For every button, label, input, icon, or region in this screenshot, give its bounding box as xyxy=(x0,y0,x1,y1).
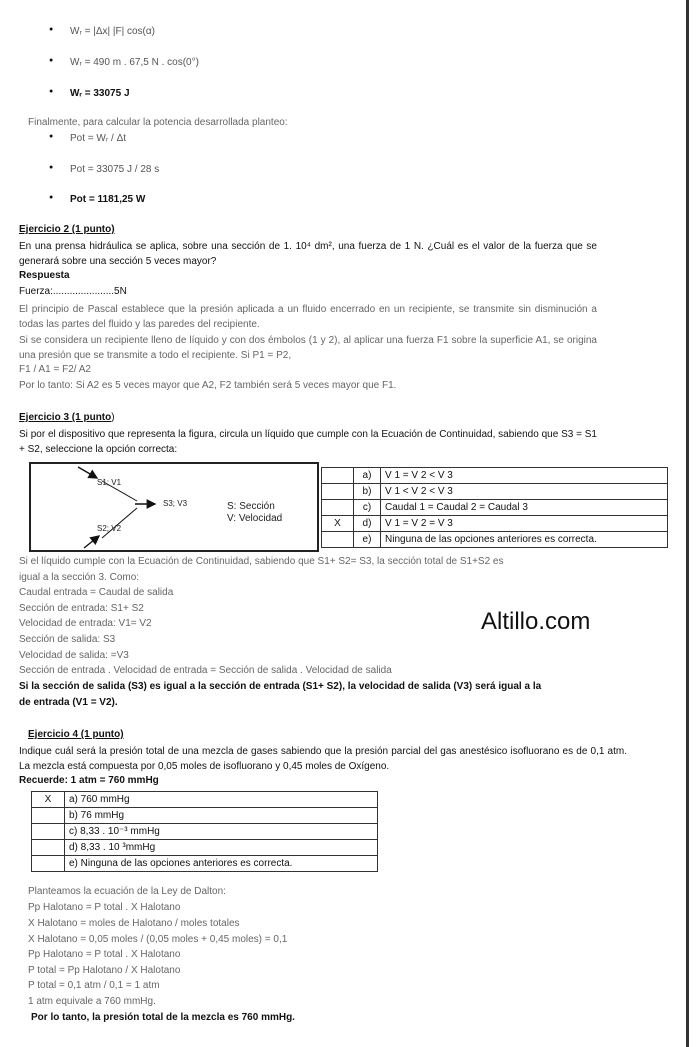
paragraph: Planteamos la ecuación de la Ley de Dalton: xyxy=(28,886,226,897)
paragraph: Pp Halotano = P total . X Halotano xyxy=(28,949,181,960)
table-row: d) 8,33 . 10 ³mmHg xyxy=(32,840,378,856)
exercise-2-question: En una prensa hidráulica se aplica, sobre una sección de 1. 10⁴ dm², una fuerza de 1 N. ¿Cuál es el valor de la fuerza que se generará sobre una sección 5 veces mayor? xyxy=(19,241,597,267)
options-table xyxy=(321,467,668,548)
paragraph: Velocidad de entrada: V1= V2 xyxy=(19,618,152,629)
paragraph: 1 atm equivale a 760 mmHg. xyxy=(28,996,156,1007)
paragraph: P total = 0,1 atm / 0,1 = 1 atm xyxy=(28,980,160,991)
paragraph: Finalmente, para calcular la potencia desarrollada planteo: xyxy=(28,117,288,128)
list-item: ● Wᵣ = |Δx| |F| cos(α) xyxy=(50,26,155,37)
exercise-3-title: Ejercicio 3 (1 punto) xyxy=(19,412,115,423)
table-row: e) Ninguna de las opciones anteriores es correcta. xyxy=(322,532,668,548)
continuity-figure xyxy=(29,462,319,552)
paragraph: Si se considera un recipiente lleno de líquido y con dos émbolos (1 y 2), al aplicar una fuerza F1 sobre la superficie A1, se origina una presión que se transmite a todo el recipiente. Si P1 = P2, xyxy=(19,335,597,361)
table-row: e) Ninguna de las opciones anteriores es correcta. xyxy=(32,856,378,872)
paragraph: Por lo tanto: Si A2 es 5 veces mayor que A2, F2 también será 5 veces mayor que F1. xyxy=(19,380,397,391)
paragraph: igual a la sección 3. Como: xyxy=(19,572,140,583)
paragraph: Velocidad de salida: =V3 xyxy=(19,650,129,661)
s1-label: S1; V1 xyxy=(97,478,122,487)
paragraph: F1 / A1 = F2/ A2 xyxy=(19,364,91,375)
conclusion: Si la sección de salida (S3) es igual a la sección de entrada (S1+ S2), la velocidad de salida (V3) será igual a la xyxy=(19,681,542,692)
answer-heading: Respuesta xyxy=(19,270,70,281)
conclusion: de entrada (V1 = V2). xyxy=(19,697,118,708)
paragraph: X Halotano = moles de Halotano / moles totales xyxy=(28,918,240,929)
paragraph: El principio de Pascal establece que la presión aplicada a un fluido encerrado en un recipiente, se transmite sin disminución a todas las partes del fluido y las paredes del recipiente. xyxy=(19,304,597,330)
reminder: Recuerde: 1 atm = 760 mmHg xyxy=(19,775,159,786)
paragraph: Pp Halotano = P total . X Halotano xyxy=(28,902,181,913)
list-item: ● Pot = 33075 J / 28 s xyxy=(50,164,159,175)
s2-label: S2; V2 xyxy=(97,524,122,533)
s3-label: S3; V3 xyxy=(163,499,188,508)
paragraph: P total = Pp Halotano / X Halotano xyxy=(28,965,181,976)
exercise-3-question: Si por el dispositivo que representa la figura, circula un líquido que cumple con la Ecuación de Continuidad, sabiendo que S3 = S1 + S2, seleccione la opción correcta: xyxy=(19,429,597,455)
answer-value: Fuerza:......................5N xyxy=(19,286,127,297)
list-item: ● Wᵣ = 490 m . 67,5 N . cos(0°) xyxy=(50,57,199,68)
watermark: Altillo.com xyxy=(481,608,591,635)
table-row: X d) V 1 = V 2 = V 3 xyxy=(322,516,668,532)
page-edge xyxy=(686,0,689,1047)
paragraph: Sección de entrada: S1+ S2 xyxy=(19,603,144,614)
paragraph: X Halotano = 0,05 moles / (0,05 moles + 0,45 moles) = 0,1 xyxy=(28,934,288,945)
table-row: a) V 1 = V 2 < V 3 xyxy=(322,468,668,484)
options-table xyxy=(31,791,378,872)
paragraph: Si el líquido cumple con la Ecuación de Continuidad, sabiendo que S1+ S2= S3, la sección total de S1+S2 es xyxy=(19,556,504,567)
paragraph: Caudal entrada = Caudal de salida xyxy=(19,587,174,598)
exercise-2-title: Ejercicio 2 (1 punto) xyxy=(19,224,115,235)
table-row: b) V 1 < V 2 < V 3 xyxy=(322,484,668,500)
list-item: ● Wᵣ = 33075 J xyxy=(50,88,130,99)
paragraph: Sección de entrada . Velocidad de entrada = Sección de salida . Velocidad de salida xyxy=(19,665,392,676)
list-item: ● Pot = 1181,25 W xyxy=(50,194,145,205)
table-row: X a) 760 mmHg xyxy=(32,792,378,808)
exercise-4-title: Ejercicio 4 (1 punto) xyxy=(28,729,124,740)
legend-velocity: V: Velocidad xyxy=(227,513,283,524)
table-row: b) 76 mmHg xyxy=(32,808,378,824)
paragraph: Sección de salida: S3 xyxy=(19,634,116,645)
list-item: ● Pot = Wᵣ / Δt xyxy=(50,133,126,144)
table-row: c) 8,33 . 10⁻³ mmHg xyxy=(32,824,378,840)
conclusion: Por lo tanto, la presión total de la mezcla es 760 mmHg. xyxy=(31,1012,295,1023)
exercise-4-question: Indique cuál será la presión total de una mezcla de gases sabiendo que la presión parcial del gas anestésico isofluorano es de 0,1 atm. La mezcla está compuesta por 0,05 moles de isofluorano y 0,45 moles de Oxígeno. xyxy=(19,746,627,772)
table-row: c) Caudal 1 = Caudal 2 = Caudal 3 xyxy=(322,500,668,516)
legend-section: S: Sección xyxy=(227,501,275,512)
